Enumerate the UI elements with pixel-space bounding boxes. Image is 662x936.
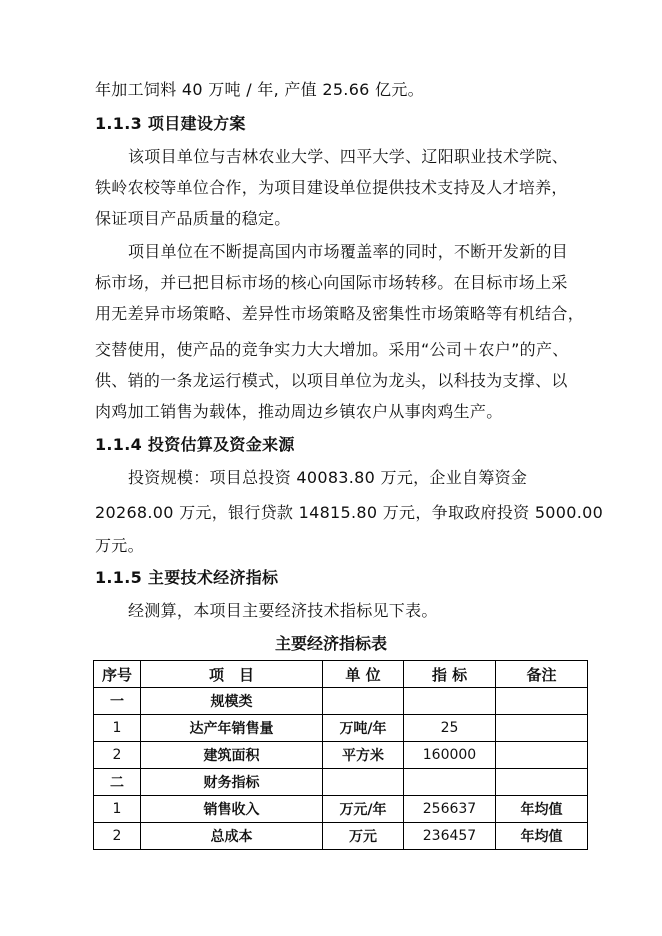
cell-value: 25 (404, 715, 496, 742)
table-header-row (94, 661, 588, 688)
header-cell-unit: 单 位 (323, 661, 404, 688)
cell-item: 达产年销售量 (141, 715, 323, 742)
cell-index: 1 (94, 796, 141, 823)
cell-index: 2 (94, 823, 141, 850)
cell-remark: 年均值 (496, 796, 588, 823)
cell-value: 236457 (404, 823, 496, 850)
cell-value: 160000 (404, 742, 496, 769)
header-cell-index: 序号 (94, 661, 141, 688)
header-cell-value: 指 标 (404, 661, 496, 688)
paragraph-line: 保证项目产品质量的稳定。 (95, 209, 291, 228)
header-cell-remark: 备注 (496, 661, 588, 688)
table-row (94, 769, 588, 796)
paragraph-line: 投资规模：项目总投资 40083.80 万元，企业自筹资金 (128, 468, 528, 487)
cell-unit (323, 769, 404, 796)
cell-unit: 万元/年 (323, 796, 404, 823)
cell-index: 一 (94, 688, 141, 715)
paragraph-line: 该项目单位与吉林农业大学、四平大学、辽阳职业技术学院、 (128, 147, 569, 166)
cell-item: 建筑面积 (141, 742, 323, 769)
paragraph-line: 20268.00 万元，银行贷款 14815.80 万元，争取政府投资 5000.00 (95, 503, 604, 522)
paragraph-line: 肉鸡加工销售为载体，推动周边乡镇农户从事肉鸡生产。 (95, 402, 503, 421)
cell-value: 256637 (404, 796, 496, 823)
cell-unit: 平方米 (323, 742, 404, 769)
cell-item: 财务指标 (141, 769, 323, 796)
cell-index: 2 (94, 742, 141, 769)
cell-index: 二 (94, 769, 141, 796)
paragraph-line: 铁岭农校等单位合作，为项目建设单位提供技术支持及人才培养， (95, 178, 568, 197)
paragraph-line: 经测算，本项目主要经济技术指标见下表。 (128, 601, 438, 620)
cell-value (404, 688, 496, 715)
cell-item: 销售收入 (141, 796, 323, 823)
cell-unit: 万元 (323, 823, 404, 850)
cell-remark (496, 769, 588, 796)
economic-indicators-table (93, 660, 588, 850)
section-heading-1-1-4: 1.1.4 投资估算及资金来源 (95, 435, 295, 454)
header-cell-item: 项 目 (141, 661, 323, 688)
cell-item: 总成本 (141, 823, 323, 850)
table-row (94, 796, 588, 823)
paragraph-line: 年加工饲料 40 万吨 / 年, 产值 25.66 亿元。 (95, 80, 424, 99)
paragraph-line: 万元。 (95, 536, 144, 555)
table-row (94, 715, 588, 742)
cell-remark (496, 742, 588, 769)
table-row (94, 742, 588, 769)
table-row (94, 688, 588, 715)
section-heading-1-1-3: 1.1.3 项目建设方案 (95, 114, 246, 133)
cell-index: 1 (94, 715, 141, 742)
section-heading-1-1-5: 1.1.5 主要技术经济指标 (95, 568, 279, 587)
paragraph-line: 标市场，并已把目标市场的核心向国际市场转移。在目标市场上采 (95, 273, 568, 292)
cell-remark (496, 688, 588, 715)
table-row (94, 823, 588, 850)
cell-remark: 年均值 (496, 823, 588, 850)
table-caption: 主要经济指标表 (274, 634, 387, 653)
paragraph-line: 供、销的一条龙运行模式，以项目单位为龙头，以科技为支撑、以 (95, 371, 568, 390)
cell-unit (323, 688, 404, 715)
paragraph-line: 项目单位在不断提高国内市场覆盖率的同时，不断开发新的目 (128, 242, 569, 261)
cell-item: 规模类 (141, 688, 323, 715)
cell-value (404, 769, 496, 796)
cell-unit: 万吨/年 (323, 715, 404, 742)
paragraph-line: 用无差异市场策略、差异性市场策略及密集性市场策略等有机结合， (95, 304, 585, 323)
paragraph-line: 交替使用，使产品的竞争实力大大增加。采用“公司＋农户”的产、 (95, 340, 569, 359)
cell-remark (496, 715, 588, 742)
